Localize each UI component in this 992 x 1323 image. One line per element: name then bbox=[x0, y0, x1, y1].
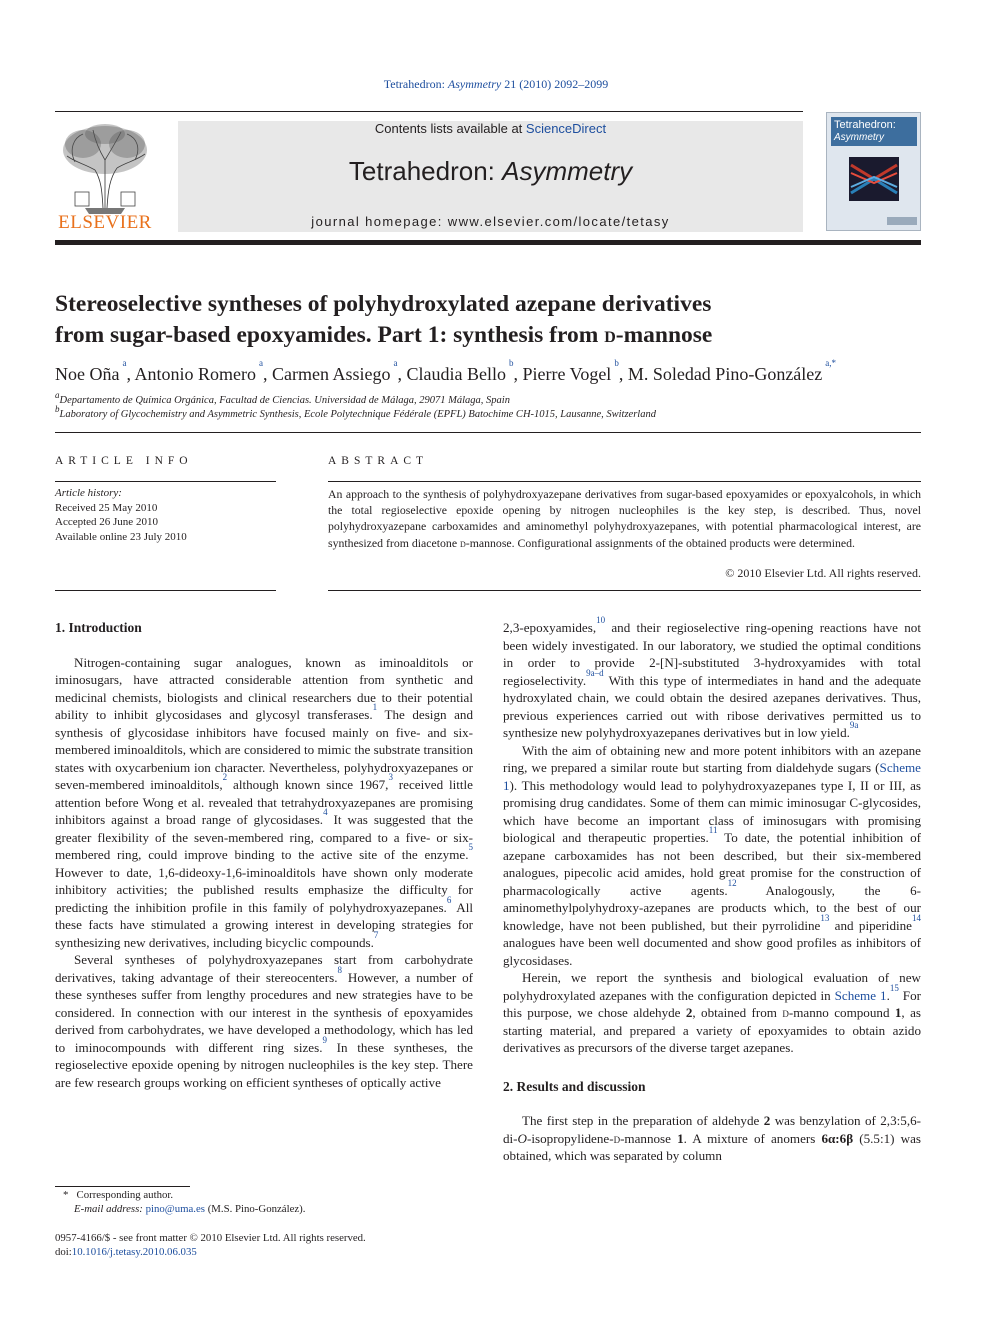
cover-title: Tetrahedron: Asymmetry bbox=[831, 117, 917, 146]
ref-1[interactable]: 1 bbox=[372, 702, 378, 712]
abstract-copyright: © 2010 Elsevier Ltd. All rights reserved. bbox=[725, 566, 921, 580]
paragraph: 2,3-epoxyamides,$^{10}$ and their regioselective ring-opening reactions have not been widely investigated. In our laboratory, we studied the optimal conditions in order to provide 2-[N]-substituted 3-hydroxyamides with total regioselectivity.$^{9a-d}$ With this type of intermediates in hand and the adequate hydroxylated chain, we could obtain the desired azepanes derivatives. Thus, previous experiences carried out with ribose derivatives permitted us to synthesize new polyhydroxyazepanes derivatives but in low yield.$^{9a}$ bbox=[503, 615, 921, 740]
author-affiliation-mark[interactable]: a,* bbox=[825, 358, 837, 368]
ref-6[interactable]: 6 bbox=[446, 894, 452, 905]
author-list bbox=[55, 358, 921, 386]
ref-8[interactable]: 8 bbox=[337, 964, 342, 975]
contents-line: Contents lists available at ScienceDirect bbox=[374, 121, 607, 136]
corresponding-footnote: * Corresponding author. bbox=[63, 1189, 174, 1201]
author-name[interactable]: Antonio Romero bbox=[134, 364, 256, 384]
author-affiliation-mark[interactable]: a bbox=[259, 358, 263, 368]
section-introduction-title: 1. Introduction bbox=[55, 620, 142, 635]
journal-title: Tetrahedron: Asymmetry bbox=[348, 156, 633, 186]
journal-homepage-link[interactable]: journal homepage: www.elsevier.com/locate/tetasy bbox=[311, 214, 670, 229]
scheme-1-link[interactable]: Scheme 1 bbox=[503, 760, 921, 793]
ref-2[interactable]: 2 bbox=[222, 772, 228, 782]
author-name[interactable]: M. Soledad Pino-González bbox=[627, 364, 823, 384]
article-title: Stereoselective syntheses of polyhydroxylated azepane derivatives from sugar-based epoxyamides. Part 1: synthesis from d-mannose bbox=[55, 291, 713, 348]
ref-11[interactable]: 11 bbox=[708, 825, 718, 835]
ref-10[interactable]: 10 bbox=[596, 615, 606, 625]
ref-9a[interactable]: 9a bbox=[849, 720, 859, 730]
paragraph: Herein, we report the synthesis and biological evaluation of new polyhydroxylated azepanes with the configuration depicted in Scheme 1.15 For this purpose, we chose aldehyde 2, obtained from d-manno compound 1, as starting material, and prepared a variety of epoxyamides to obtain azido derivatives as precursors of the diverse target azepanes. bbox=[503, 970, 921, 1055]
author-name[interactable]: Noe Oña bbox=[55, 364, 120, 384]
author-separator: , bbox=[126, 364, 135, 384]
ref-14[interactable]: 14 bbox=[912, 912, 921, 923]
article-info-heading: ARTICLE INFO bbox=[55, 455, 193, 467]
section-results-title: 2. Results and discussion bbox=[503, 1078, 646, 1094]
article-history: Article history: Received 25 May 2010 Accepted 26 June 2010 Available online 23 July 2010 bbox=[55, 487, 187, 543]
elsevier-wordmark: ELSEVIER bbox=[58, 212, 152, 233]
email-link[interactable]: pino@uma.es bbox=[145, 1203, 205, 1215]
abstract-heading: ABSTRACT bbox=[328, 455, 429, 467]
paragraph: Nitrogen-containing sugar analogues, known as iminoalditols or iminosugars, have attracted considerable attention from synthetic and medicinal chemists, biologists and clinical researchers due to their potential ability to inhibit glycosidases and glycosyl transferases.$^1$ The design and synthesis of glycosidase inhibitors have focused mainly on five- and six-membered iminoalditols, which are considered to mimic the substrate transition states with oxycarbenium ion character. Nevertheless, polyhydroxyazepanes or seven-membered iminoalditols,$^2$ although known since 1967,$^3$ received little attention before Wong et al. revealed that tetrahydroxyazepanes are promising inhibitors against a broad range of glycosidases.$^4$ It was suggested that the greater flexibility of the seven-membered ring, compared to a five- or six-membered ring, could improve binding to the active site of the enzyme.$^5$ However to date, 1,6-dideoxy-1,6-iminoalditols have shown only moderate inhibitory activities; the published results emphasize the difficulty for predicting the inhibition profile in this family of polyhydroxyazepanes.$^6$ All these facts have stimulated a growing interest in developing strategies for synthesizing new derivatives, including bicyclic compounds.$^7$ bbox=[55, 654, 474, 950]
author-affiliation-mark[interactable]: b bbox=[508, 358, 514, 368]
ref-5[interactable]: 5 bbox=[468, 842, 473, 852]
author-name[interactable]: Claudia Bello bbox=[406, 364, 506, 384]
header-rule bbox=[55, 111, 803, 112]
journal-cover-image bbox=[826, 112, 921, 231]
footnote-rule bbox=[55, 1186, 190, 1187]
doi-link[interactable]: 10.1016/j.tetasy.2010.06.035 bbox=[71, 1246, 197, 1258]
abstract-text: An approach to the synthesis of polyhydroxyazepane derivatives from sugar-based epoxyamides or epoxyalcohols, in which the total regioselective epoxide opening by nitrogen nucleophiles is the key step, is described. Thus, novel polyhydroxyazepane carboxamides and aminomethyl polyhydroxyazepanes, with potential pharmacological interest, are synthesized from diacetone d-mannose. Configurational assignments of the obtained products were determined. bbox=[328, 487, 921, 550]
author-separator: , bbox=[618, 364, 628, 384]
body-column-right bbox=[503, 615, 921, 1165]
ref-15[interactable]: 15 bbox=[889, 982, 899, 993]
ref-9a-d[interactable]: 9a–d bbox=[586, 667, 604, 678]
ref-13[interactable]: 13 bbox=[820, 912, 830, 923]
issn-line: 0957-4166/$ - see front matter © 2010 Elsevier Ltd. All rights reserved. bbox=[55, 1232, 366, 1244]
affiliation-rule bbox=[55, 432, 921, 433]
ref-9[interactable]: 9 bbox=[322, 1034, 327, 1045]
author-affiliation-mark[interactable]: b bbox=[614, 358, 619, 368]
sciencedirect-link[interactable]: ScienceDirect bbox=[525, 121, 607, 136]
cover-artwork-icon bbox=[849, 157, 899, 201]
affiliation-b: $^b$Laboratory of Glycochemistry and Asymmetric Synthesis, Ecole Polytechnique Fédérale (EPFL) Batochime CH-1015, Lausanne, Switzerland bbox=[55, 404, 656, 420]
paragraph: The first step in the preparation of aldehyde 2 was benzylation of 2,3:5,6-di-O-isopropylidene-d-mannose 1. A mixture of anomers 6α:6β (5.5:1) was obtained, which was separated by column bbox=[503, 1113, 921, 1163]
ref-3[interactable]: 3 bbox=[388, 772, 393, 782]
header-thick-rule bbox=[55, 240, 921, 245]
journal-citation[interactable]: Tetrahedron: Asymmetry 21 (2010) 2092–2099 bbox=[383, 77, 609, 91]
ref-7[interactable]: 7 bbox=[373, 929, 379, 940]
author-separator: , bbox=[263, 364, 272, 384]
elsevier-logo bbox=[55, 120, 155, 233]
abstract-rule-top bbox=[328, 481, 921, 482]
journal-masthead bbox=[178, 121, 803, 232]
author-affiliation-mark[interactable]: a bbox=[122, 358, 127, 368]
article-info-rule-top bbox=[55, 481, 276, 482]
article-info-rule-bottom bbox=[55, 590, 276, 591]
paragraph: With the aim of obtaining new and more potent inhibitors with an azepane ring, we prepared a similar route but starting from dialdehyde sugars (Scheme 1). This methodology would lead to polyhydroxyazepanes type I, II or III, as promising drug candidates. Some of them can mimic iminosugar C-glycosides, which have become an important class of iminosugars with promising biological and therapeutic properties.$^{11}$ To date, the potential inhibition of azepane carboxamides has not been described, but their six-membered analogues, pipecolic acid amides, hold great promise for the construction of pharmacologically active agents.$^{12}$ Analogously, the 6-aminomethylpolyhydroxy-azepanes are products which, to the best of our knowledge, have not been published, but their pyrrolidine$^{13}$ and piperidine$^{14}$ analogues have been well documented and show good profiles as inhibitors of glycosidases. bbox=[503, 742, 921, 968]
body-column-left bbox=[55, 619, 473, 1091]
author-separator: , bbox=[513, 364, 523, 384]
email-footnote: E-mail address: pino@uma.es (M.S. Pino-González). bbox=[74, 1203, 306, 1215]
author-name[interactable]: Carmen Assiego bbox=[272, 364, 391, 384]
cover-publisher-mark bbox=[887, 217, 917, 225]
affiliation-a: $^a$Departamento de Química Orgánica, Facultad de Ciencias. Universidad de Málaga, 29071 Málaga, Spain bbox=[55, 390, 510, 406]
ref-12[interactable]: 12 bbox=[727, 877, 737, 888]
author-name[interactable]: Pierre Vogel bbox=[522, 364, 612, 384]
abstract-rule-bottom bbox=[328, 590, 921, 591]
author-affiliation-mark[interactable]: a bbox=[393, 358, 398, 368]
author-separator: , bbox=[397, 364, 407, 384]
doi-line: doi:10.1016/j.tetasy.2010.06.035 bbox=[55, 1246, 197, 1258]
ref-4[interactable]: 4 bbox=[323, 807, 328, 817]
paragraph: Several syntheses of polyhydroxyazepanes start from carbohydrate derivatives, taking advantage of their stereocenters.$^8$ However, a number of these syntheses suffer from lengthy procedures and new strategies have to be considered. In connection with our interest in the synthesis of epoxyamides derived from carbohydrates, we have developed a methodology, which has led to iminocompounds with different ring sizes.$^9$ In these syntheses, the regioselective epoxide opening by nitrogen nucleophiles is the key step. There are few research groups working on efficient syntheses of optically active bbox=[55, 952, 473, 1090]
scheme-1-link[interactable]: Scheme 1 bbox=[834, 987, 887, 1003]
